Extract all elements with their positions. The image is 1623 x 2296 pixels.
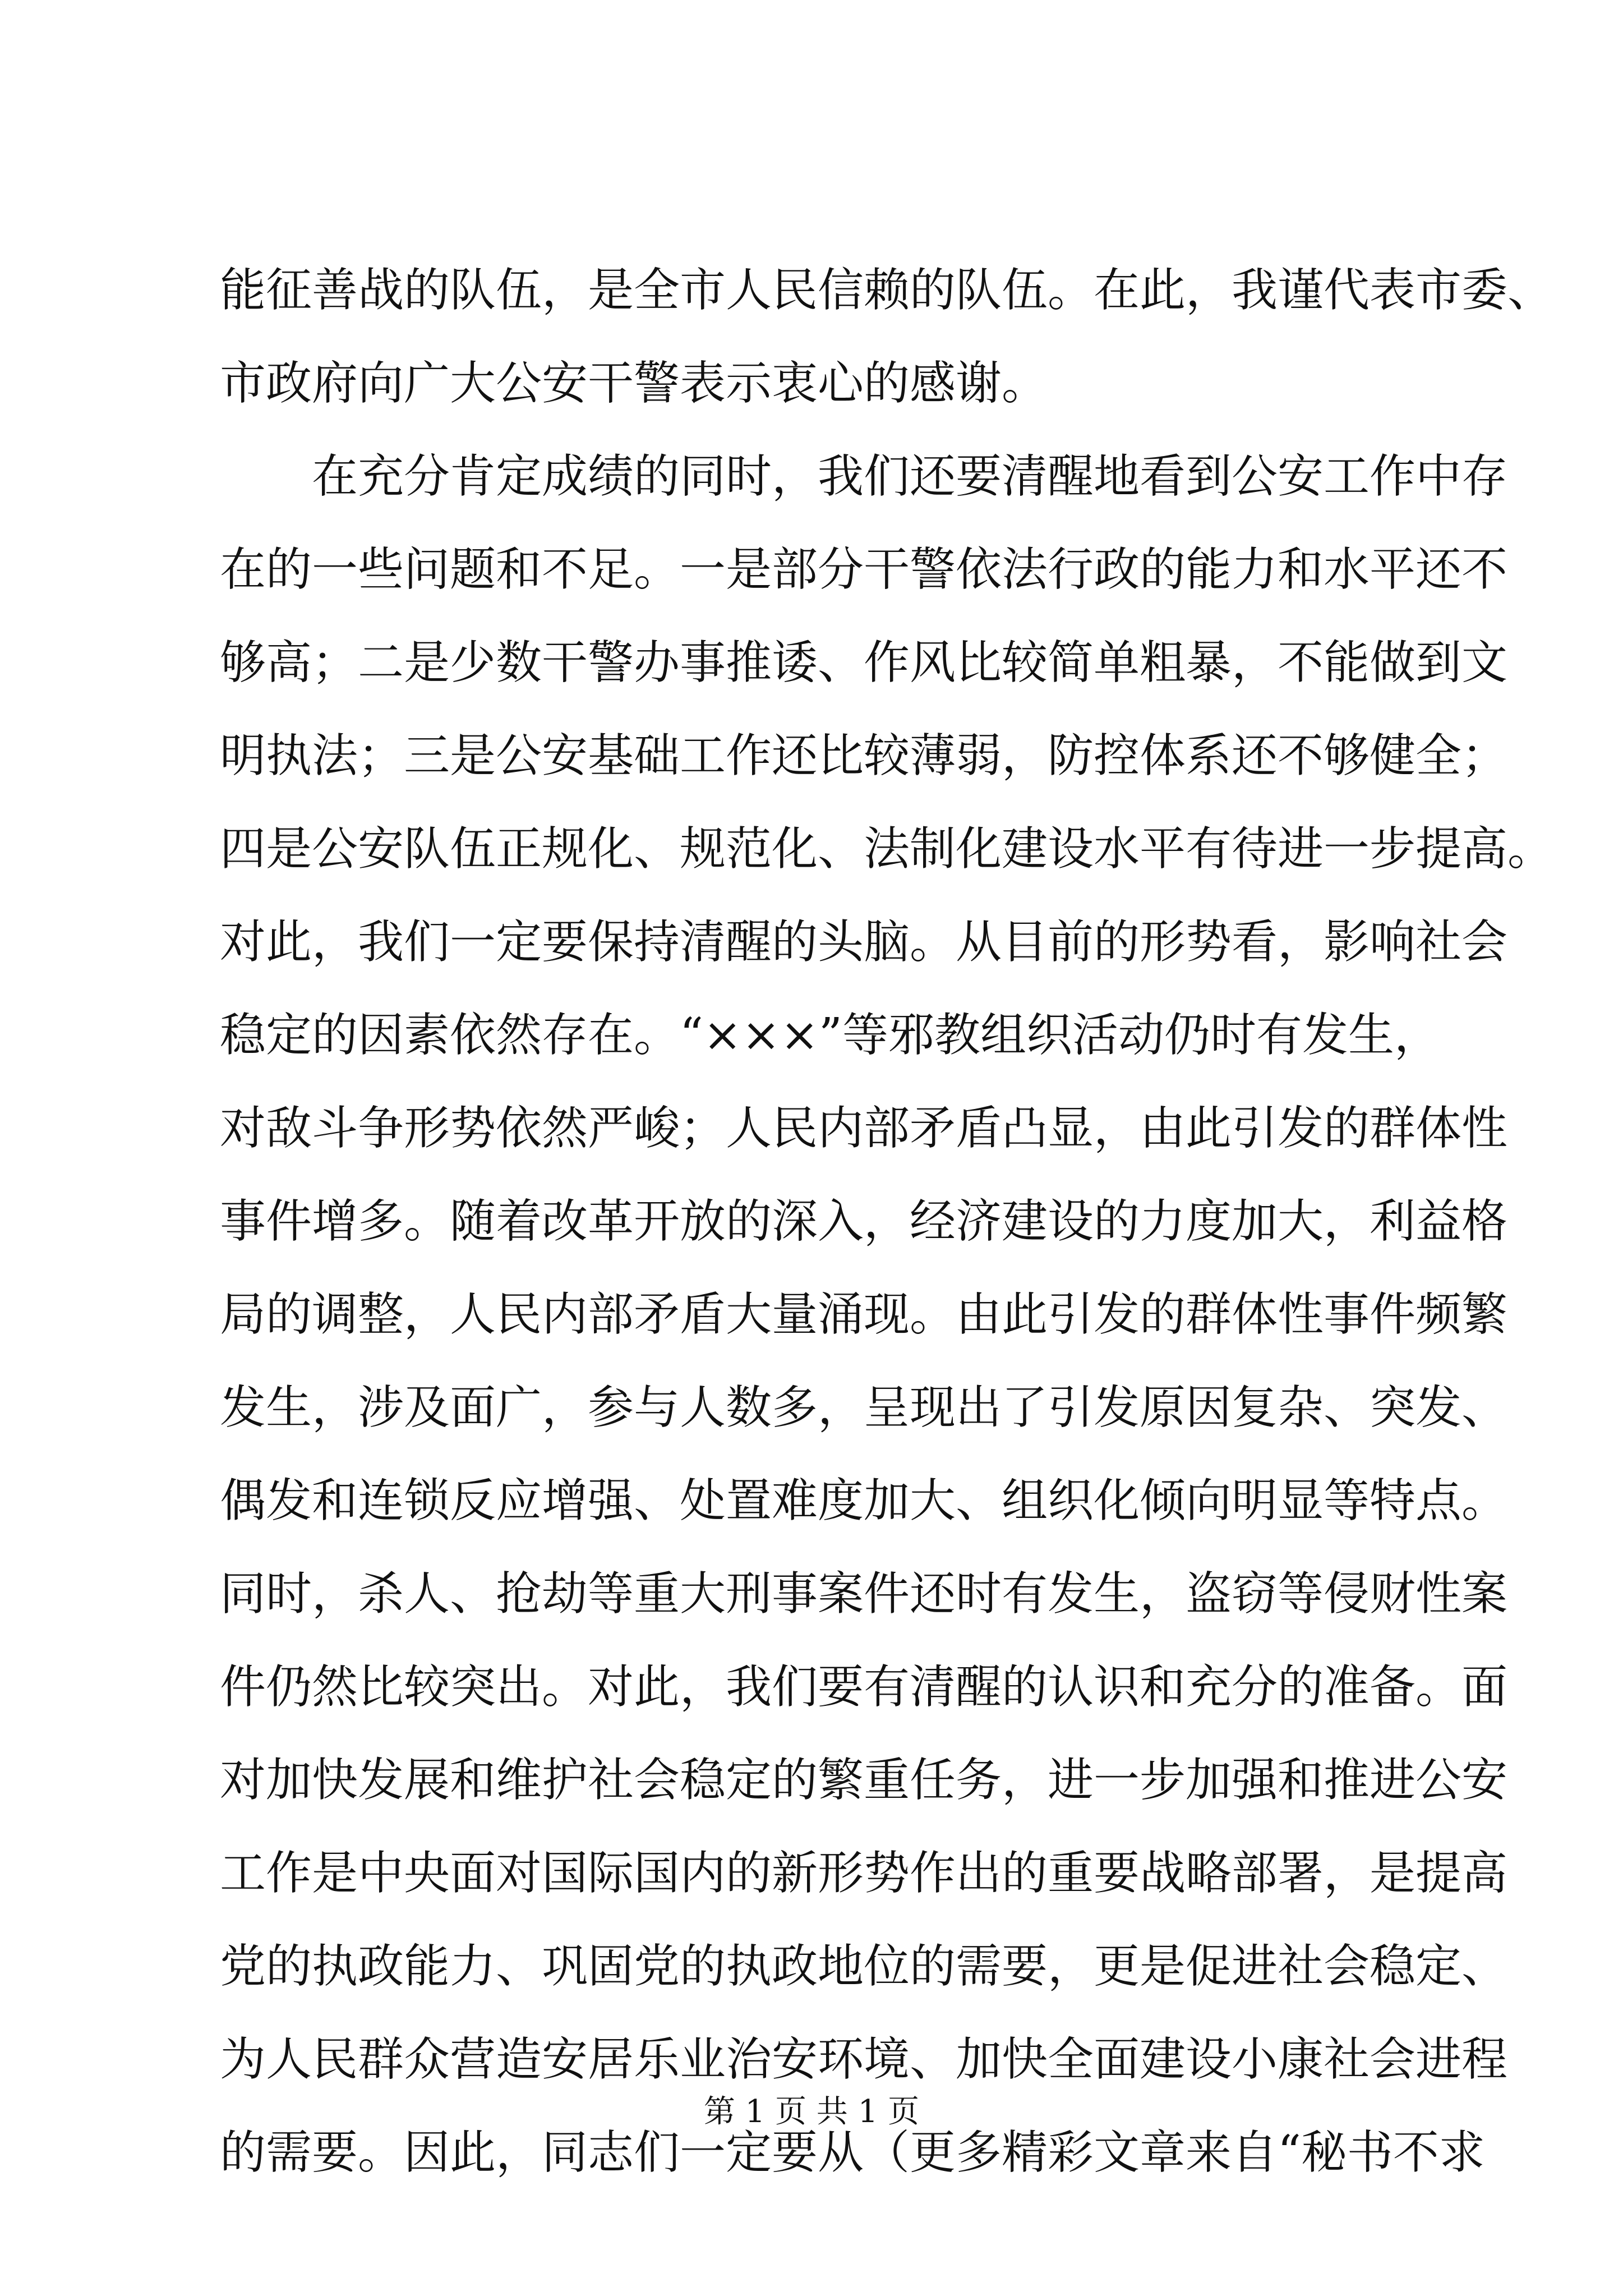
text-line: 的需要。因此，同志们一定要从（更多精彩文章来自“秘书不求 <box>220 2126 1485 2179</box>
text-line: 工作是中央面对国际国内的新形势作出的重要战略部署，是提高 <box>220 1847 1508 1900</box>
document-body <box>220 244 1554 2200</box>
paragraph-first-line: 在充分肯定成绩的同时，我们还要清醒地看到公安工作中存 <box>312 450 1508 503</box>
text-line: 够高；二是少数干警办事推诿、作风比较简单粗暴，不能做到文 <box>220 636 1508 689</box>
text-line: 明执法；三是公安基础工作还比较薄弱，防控体系还不够健全； <box>220 729 1508 783</box>
page-number-label: 第 1 页 共 1 页 <box>703 2093 920 2130</box>
text-line: 偶发和连锁反应增强、处置难度加大、组织化倾向明显等特点。 <box>220 1474 1508 1527</box>
text-line: 对加快发展和维护社会稳定的繁重任务，进一步加强和推进公安 <box>220 1754 1508 1807</box>
text-line: 发生，涉及面广，参与人数多，呈现出了引发原因复杂、突发、 <box>220 1381 1508 1434</box>
text-line: 局的调整，人民内部矛盾大量涌现。由此引发的群体性事件频繁 <box>220 1288 1508 1341</box>
text-line: 能征善战的队伍，是全市人民信赖的队伍。在此，我谨代表市委、 <box>220 264 1554 317</box>
text-line: 件仍然比较突出。对此，我们要有清醒的认识和充分的准备。面 <box>220 1660 1508 1714</box>
text-line: 稳定的因素依然存在。“×××”等邪教组织活动仍时有发生， <box>220 1009 1440 1062</box>
page-footer <box>0 2090 1623 2134</box>
text-line: 对敌斗争形势依然严峻；人民内部矛盾凸显，由此引发的群体性 <box>220 1102 1508 1155</box>
text-line: 四是公安队伍正规化、规范化、法制化建设水平有待进一步提高。 <box>220 822 1554 876</box>
text-line: 党的执政能力、巩固党的执政地位的需要，更是促进社会稳定、 <box>220 1940 1508 1993</box>
text-line: 市政府向广大公安干警表示衷心的感谢。 <box>220 357 1048 410</box>
text-line: 对此，我们一定要保持清醒的头脑。从目前的形势看，影响社会 <box>220 915 1508 969</box>
text-line: 事件增多。随着改革开放的深入，经济建设的力度加大，利益格 <box>220 1195 1508 1248</box>
text-line: 为人民群众营造安居乐业治安环境、加快全面建设小康社会进程 <box>220 2033 1508 2086</box>
text-line: 同时，杀人、抢劫等重大刑事案件还时有发生，盗窃等侵财性案 <box>220 1567 1508 1621</box>
text-line: 在的一些问题和不足。一是部分干警依法行政的能力和水平还不 <box>220 543 1508 596</box>
